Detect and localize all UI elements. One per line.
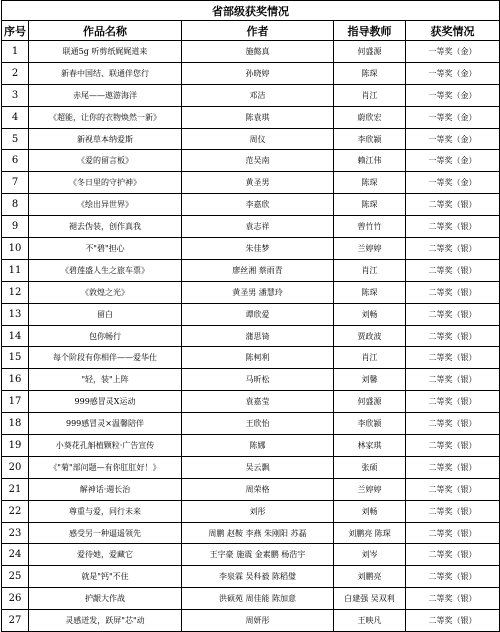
table-row <box>2 391 500 413</box>
teacher-name: 陈琛 <box>334 281 406 303</box>
award-level: 一等奖（金） <box>406 128 500 150</box>
work-title: 感受另一种逼遥领先 <box>29 522 182 544</box>
award-level: 二等奖（银） <box>406 238 500 260</box>
award-level: 一等奖（金） <box>406 41 500 63</box>
teacher-name: 兰婷婷 <box>334 478 406 500</box>
author-name: 吴云飘 <box>182 456 334 478</box>
work-title: 新视草本纳爱斯 <box>29 128 182 150</box>
table-row <box>2 150 500 172</box>
award-level: 二等奖（银） <box>406 216 500 238</box>
table-row <box>2 62 500 84</box>
row-number: 13 <box>2 303 29 325</box>
work-title: 就是"钙"不住 <box>29 566 182 588</box>
work-title: 新春中国结、联通伴您行 <box>29 62 182 84</box>
row-number: 16 <box>2 369 29 391</box>
header-row <box>2 21 500 41</box>
table-body <box>2 41 500 632</box>
table-title: 省部级获奖情况 <box>2 1 500 21</box>
row-number: 27 <box>2 610 29 632</box>
author-name: 周仪 <box>182 128 334 150</box>
author-name: 刘彤 <box>182 500 334 522</box>
row-number: 11 <box>2 259 29 281</box>
work-title: "轻，装"上阵 <box>29 369 182 391</box>
row-number: 25 <box>2 566 29 588</box>
teacher-name: 肖江 <box>334 347 406 369</box>
award-level: 二等奖（银） <box>406 259 500 281</box>
award-level: 二等奖（银） <box>406 456 500 478</box>
table-row <box>2 478 500 500</box>
row-number: 3 <box>2 84 29 106</box>
award-level: 一等奖（金） <box>406 106 500 128</box>
work-title: 《敦煌之光》 <box>29 281 182 303</box>
author-name: 陈袁琪 <box>182 106 334 128</box>
teacher-name: 曾竹竹 <box>334 216 406 238</box>
teacher-name: 何盛源 <box>334 391 406 413</box>
award-level: 二等奖（银） <box>406 303 500 325</box>
table-row <box>2 303 500 325</box>
award-level: 二等奖（银） <box>406 347 500 369</box>
teacher-name: 陈琛 <box>334 62 406 84</box>
author-name: 袁志祥 <box>182 216 334 238</box>
header-author: 作者 <box>182 21 334 41</box>
title-row <box>2 1 500 21</box>
teacher-name: 肖江 <box>334 84 406 106</box>
row-number: 10 <box>2 238 29 260</box>
award-level: 二等奖（银） <box>406 500 500 522</box>
row-number: 22 <box>2 500 29 522</box>
teacher-name: 林家琪 <box>334 435 406 457</box>
award-level: 二等奖（银） <box>406 544 500 566</box>
award-level: 二等奖（银） <box>406 391 500 413</box>
author-name: 孙晓婷 <box>182 62 334 84</box>
awards-table <box>1 0 500 632</box>
row-number: 17 <box>2 391 29 413</box>
author-name: 袁嘉莹 <box>182 391 334 413</box>
row-number: 7 <box>2 172 29 194</box>
table-row <box>2 259 500 281</box>
award-level: 二等奖（银） <box>406 325 500 347</box>
table-row <box>2 238 500 260</box>
table-row <box>2 500 500 522</box>
author-name: 陈娜 <box>182 435 334 457</box>
award-level: 二等奖（银） <box>406 413 500 435</box>
author-name: 谭欣爱 <box>182 303 334 325</box>
table-row <box>2 522 500 544</box>
row-number: 23 <box>2 522 29 544</box>
award-level: 二等奖（银） <box>406 194 500 216</box>
teacher-name: 蔚欣宏 <box>334 106 406 128</box>
author-name: 李嘉欣 <box>182 194 334 216</box>
award-level: 二等奖（银） <box>406 478 500 500</box>
award-level: 二等奖（银） <box>406 610 500 632</box>
award-level: 二等奖（银） <box>406 281 500 303</box>
row-number: 21 <box>2 478 29 500</box>
teacher-name: 刘鹏亮 <box>334 566 406 588</box>
table-row <box>2 41 500 63</box>
author-name: 范吴南 <box>182 150 334 172</box>
table-row <box>2 610 500 632</box>
author-name: 朱佳梦 <box>182 238 334 260</box>
table-row <box>2 325 500 347</box>
award-level: 二等奖（银） <box>406 522 500 544</box>
row-number: 9 <box>2 216 29 238</box>
row-number: 14 <box>2 325 29 347</box>
work-title: 赤尾——遨游海洋 <box>29 84 182 106</box>
table-row <box>2 369 500 391</box>
row-number: 1 <box>2 41 29 63</box>
award-level: 一等奖（金） <box>406 84 500 106</box>
work-title: 爱待她，爱藏它 <box>29 544 182 566</box>
author-name: 王欣怡 <box>182 413 334 435</box>
award-level: 二等奖（银） <box>406 588 500 610</box>
table-row <box>2 435 500 457</box>
table-row <box>2 194 500 216</box>
row-number: 15 <box>2 347 29 369</box>
table-row <box>2 281 500 303</box>
author-name: 周妍彤 <box>182 610 334 632</box>
teacher-name: 李欣颍 <box>334 413 406 435</box>
author-name: 周鹏 赵鞍 李燕 朱刚阳 苏磊 <box>182 522 334 544</box>
header-award: 获奖情况 <box>406 21 500 41</box>
row-number: 2 <box>2 62 29 84</box>
table-row <box>2 216 500 238</box>
work-title: 《超能，让你的衣物焕然一新》 <box>29 106 182 128</box>
award-level: 二等奖（银） <box>406 566 500 588</box>
teacher-name: 李欣颍 <box>334 128 406 150</box>
table-row <box>2 84 500 106</box>
author-name: 蒲思锜 <box>182 325 334 347</box>
work-title: 解神话·週长治 <box>29 478 182 500</box>
work-title: 包你畅行 <box>29 325 182 347</box>
work-title: 《爱的留言板》 <box>29 150 182 172</box>
teacher-name: 白建强 吴双利 <box>334 588 406 610</box>
table-row <box>2 128 500 150</box>
header-work: 作品名称 <box>29 21 182 41</box>
teacher-name: 兰婷婷 <box>334 238 406 260</box>
table-row <box>2 566 500 588</box>
row-number: 5 <box>2 128 29 150</box>
teacher-name: 王映凡 <box>334 610 406 632</box>
work-title: 999感冒灵×温馨陪伴 <box>29 413 182 435</box>
work-title: 灵感迸发，跃屏"芯"动 <box>29 610 182 632</box>
table-row <box>2 456 500 478</box>
award-level: 二等奖（银） <box>406 369 500 391</box>
teacher-name: 刘鹏亮 陈琛 <box>334 522 406 544</box>
work-title: 《"菊"部问题—有你肛肛好！》 <box>29 456 182 478</box>
award-level: 二等奖（银） <box>406 435 500 457</box>
table-row <box>2 544 500 566</box>
row-number: 26 <box>2 588 29 610</box>
author-name: 黄圣男 <box>182 172 334 194</box>
work-title: 999感冒灵X运动 <box>29 391 182 413</box>
award-level: 一等奖（金） <box>406 62 500 84</box>
author-name: 施懿真 <box>182 41 334 63</box>
work-title: 联通5g 听剪纸娓娓道来 <box>29 41 182 63</box>
teacher-name: 贾政波 <box>334 325 406 347</box>
author-name: 马昕松 <box>182 369 334 391</box>
work-title: 尊重与爱，同行未来 <box>29 500 182 522</box>
work-title: 留白 <box>29 303 182 325</box>
teacher-name: 刘馨 <box>334 369 406 391</box>
award-level: 一等奖（金） <box>406 172 500 194</box>
award-level: 一等奖（金） <box>406 150 500 172</box>
author-name: 邓洁 <box>182 84 334 106</box>
row-number: 20 <box>2 456 29 478</box>
work-title: 不"碧"担心 <box>29 238 182 260</box>
teacher-name: 赖江伟 <box>334 150 406 172</box>
row-number: 19 <box>2 435 29 457</box>
work-title: 护龈大作战 <box>29 588 182 610</box>
row-number: 4 <box>2 106 29 128</box>
teacher-name: 刘岑 <box>334 544 406 566</box>
work-title: 《绘出异世界》 <box>29 194 182 216</box>
table-row <box>2 347 500 369</box>
teacher-name: 陈琛 <box>334 194 406 216</box>
work-title: 小葵花孔斛植颗粒·广告宣传 <box>29 435 182 457</box>
work-title: 褪去伪装，创作真我 <box>29 216 182 238</box>
work-title: 《碧莲盛人生之旅车票》 <box>29 259 182 281</box>
teacher-name: 刘畅 <box>334 500 406 522</box>
author-name: 王字豪 施震 金素鹏 杨浩宇 <box>182 544 334 566</box>
author-name: 廖丝湘 蔡雨青 <box>182 259 334 281</box>
author-name: 陈柯利 <box>182 347 334 369</box>
teacher-name: 何盛源 <box>334 41 406 63</box>
teacher-name: 肖江 <box>334 259 406 281</box>
row-number: 8 <box>2 194 29 216</box>
author-name: 周荣格 <box>182 478 334 500</box>
table-row <box>2 106 500 128</box>
author-name: 黄圣男 潘慧玲 <box>182 281 334 303</box>
row-number: 6 <box>2 150 29 172</box>
table-row <box>2 588 500 610</box>
teacher-name: 张硕 <box>334 456 406 478</box>
header-no: 序号 <box>2 21 29 41</box>
teacher-name: 刘畅 <box>334 303 406 325</box>
row-number: 12 <box>2 281 29 303</box>
teacher-name: 陈琛 <box>334 172 406 194</box>
author-name: 李泉霖 吴科毅 陈稻璧 <box>182 566 334 588</box>
header-teacher: 指导教师 <box>334 21 406 41</box>
award-sheet <box>1 0 499 632</box>
table-row <box>2 172 500 194</box>
table-row <box>2 413 500 435</box>
author-name: 洪硕苑 周佳能 陈加意 <box>182 588 334 610</box>
work-title: 《冬日里的守护神》 <box>29 172 182 194</box>
work-title: 每个阶段有你相伴——爱华仕 <box>29 347 182 369</box>
row-number: 24 <box>2 544 29 566</box>
row-number: 18 <box>2 413 29 435</box>
